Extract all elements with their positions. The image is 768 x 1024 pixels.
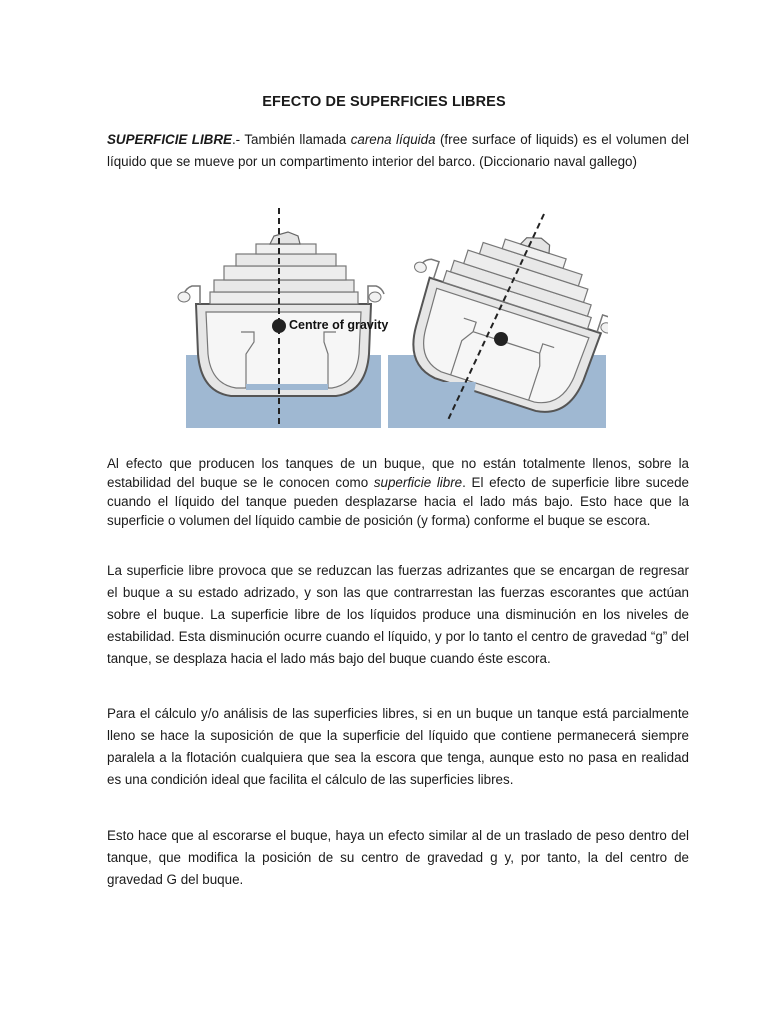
intro-term: SUPERFICIE LIBRE [107, 132, 232, 147]
paragraph-4: Esto hace que al escorarse el buque, haya un efecto similar al de un traslado de peso dentro del tanque, que modifica la posición de su centro de gravedad g y, por tanto, la del centro de gravedad G del buque. [107, 828, 689, 887]
intro-text-1: También llamada [244, 132, 351, 147]
paragraph-1 [107, 454, 689, 530]
shifted-gravity-marker [494, 332, 508, 346]
tank-liquid-left [246, 384, 328, 390]
intro-emphasis: carena líquida [350, 132, 436, 147]
intro-paragraph [107, 129, 689, 173]
intro-separator: .- [231, 132, 245, 147]
p1-text-2: . El efecto de superficie libre sucede cuando el líquido del tanque pueden desplazarse hacia el lado más bajo. Esto hace que la superficie o volumen del líquido cambie de posición (y forma) conforme el buque se escora. [107, 475, 689, 528]
paragraph-2: La superficie libre provoca que se reduzcan las fuerzas adrizantes que se encargan de regresar el buque a su estado adrizado, y son las que contrarrestan las fuerzas escorantes que actúan sobre el buque. La superficie libre de los líquidos produce una disminución en los niveles de estabilidad. Esta disminución ocurre cuando el líquido, y por lo tanto el centro de gravedad “g” del tanque, se desplaza hacia el lado más bajo del buque cuando éste escora. [107, 563, 689, 666]
intro-text-2: (free surface of liquids) es el volumen del líquido que se mueve por un compartimento interior del barco. (Diccionario naval gallego) [107, 132, 689, 169]
heeled-ship [384, 204, 608, 428]
p1-emphasis: superficie libre [373, 475, 463, 490]
paragraph-3: Para el cálculo y/o análisis de las superficies libres, si en un buque un tanque está parcialmente lleno se hace la suposición de que la superficie del líquido que contiene permanecerá siempre paralela a la flotación cualquiera que sea la escora que tenga, aunque esto no pasa en realidad es una condición ideal que facilita el cálculo de las superficies libres. [107, 706, 689, 787]
document-title: EFECTO DE SUPERFICIES LIBRES [262, 94, 506, 110]
centre-of-gravity-marker [272, 319, 286, 333]
ship-stability-figure [176, 204, 608, 432]
ship-illustration [176, 204, 608, 432]
centre-of-gravity-label: Centre of gravity [289, 318, 389, 332]
p1-text-1: Al efecto que producen los tanques de un buque, que no están totalmente llenos, sobre la estabilidad del buque se le conocen como [107, 456, 689, 490]
